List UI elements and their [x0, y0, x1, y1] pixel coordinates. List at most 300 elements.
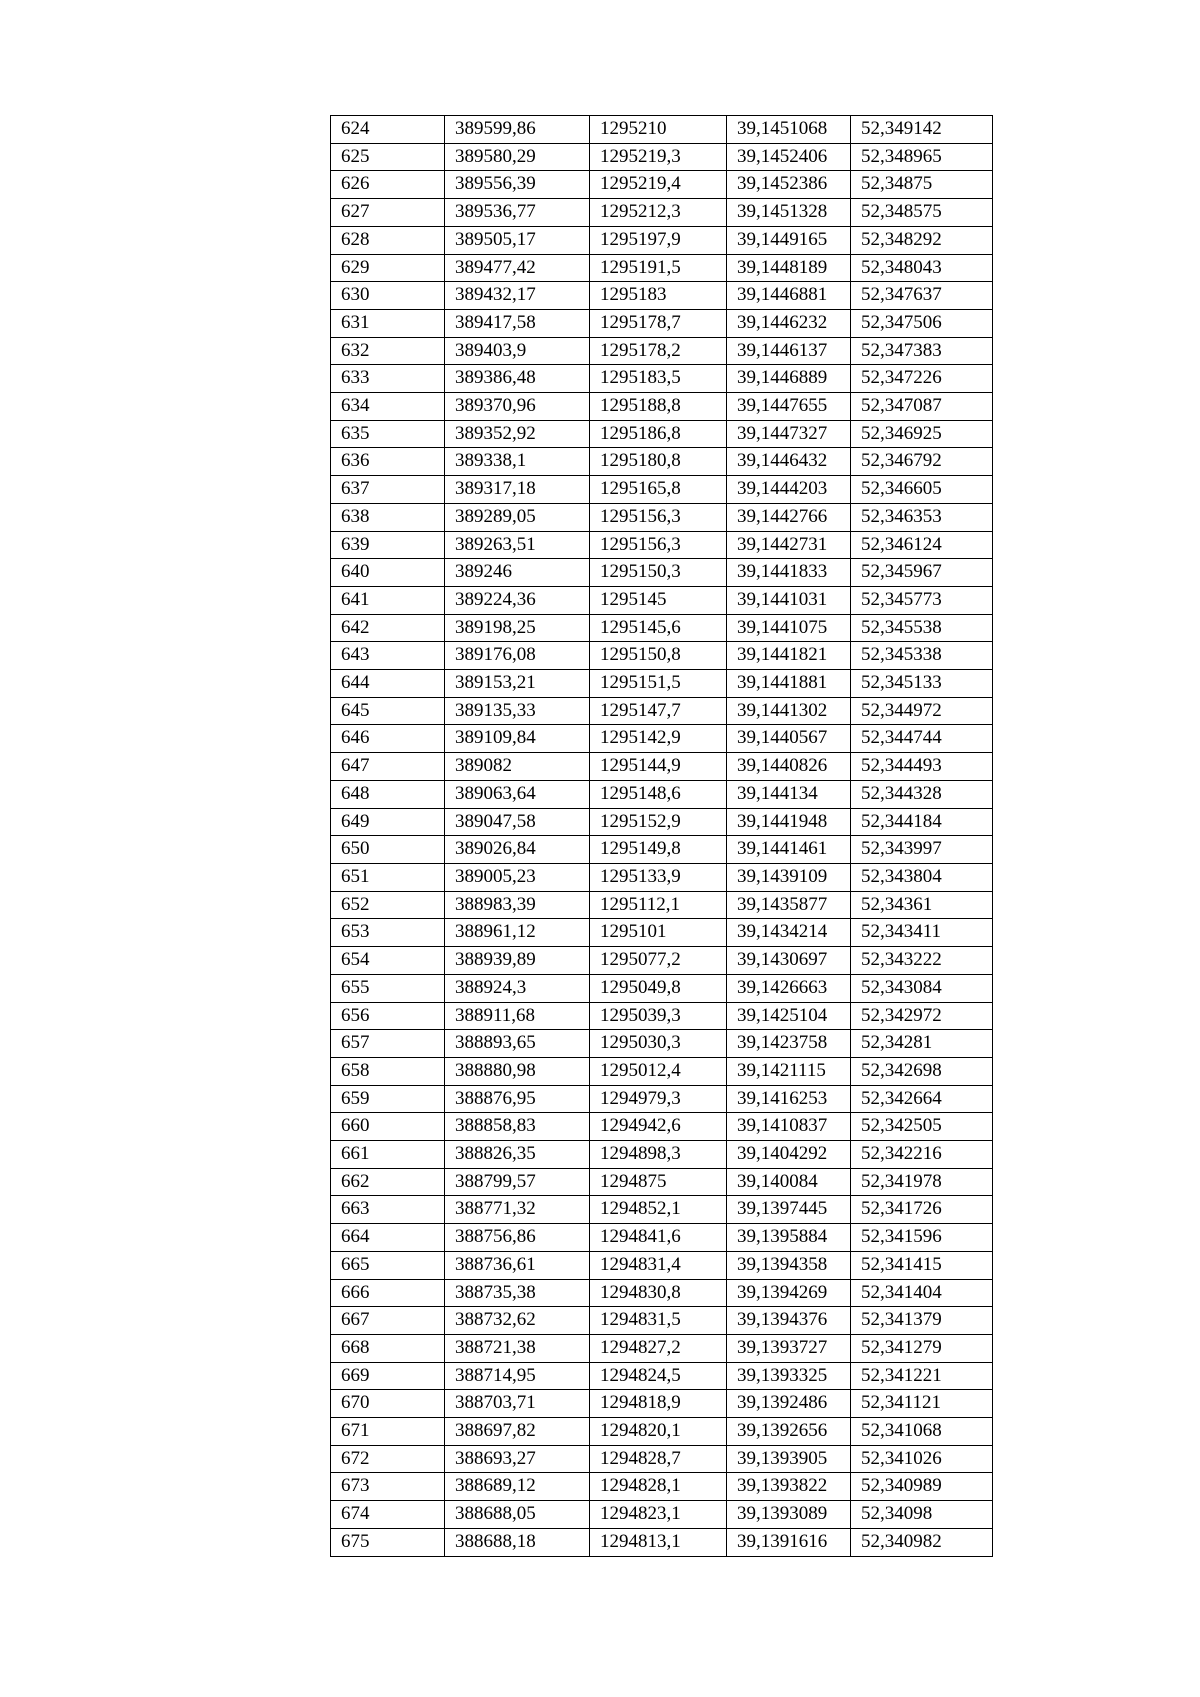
point-number-cell: 643 — [331, 642, 445, 670]
latitude-cell: 52,341221 — [851, 1362, 993, 1390]
x-coordinate-cell: 389580,29 — [445, 143, 590, 171]
table-row — [331, 1362, 993, 1390]
point-number-cell: 666 — [331, 1279, 445, 1307]
y-coordinate-cell: 1295180,8 — [590, 448, 727, 476]
point-number-cell: 625 — [331, 143, 445, 171]
latitude-cell: 52,348965 — [851, 143, 993, 171]
y-coordinate-cell: 1295191,5 — [590, 254, 727, 282]
longitude-cell: 39,1446232 — [727, 309, 851, 337]
x-coordinate-cell: 388688,05 — [445, 1501, 590, 1529]
x-coordinate-cell: 389417,58 — [445, 309, 590, 337]
point-number-cell: 633 — [331, 365, 445, 393]
longitude-cell: 39,1439109 — [727, 863, 851, 891]
point-number-cell: 646 — [331, 725, 445, 753]
y-coordinate-cell: 1295178,2 — [590, 337, 727, 365]
point-number-cell: 650 — [331, 836, 445, 864]
latitude-cell: 52,345133 — [851, 670, 993, 698]
y-coordinate-cell: 1294979,3 — [590, 1085, 727, 1113]
point-number-cell: 649 — [331, 808, 445, 836]
point-number-cell: 653 — [331, 919, 445, 947]
table-row — [331, 143, 993, 171]
point-number-cell: 664 — [331, 1224, 445, 1252]
latitude-cell: 52,341726 — [851, 1196, 993, 1224]
longitude-cell: 39,1435877 — [727, 891, 851, 919]
point-number-cell: 637 — [331, 476, 445, 504]
latitude-cell: 52,346792 — [851, 448, 993, 476]
latitude-cell: 52,345773 — [851, 586, 993, 614]
y-coordinate-cell: 1294830,8 — [590, 1279, 727, 1307]
longitude-cell: 39,1410837 — [727, 1113, 851, 1141]
x-coordinate-cell: 388876,95 — [445, 1085, 590, 1113]
longitude-cell: 39,1442731 — [727, 531, 851, 559]
latitude-cell: 52,342972 — [851, 1002, 993, 1030]
table-row — [331, 974, 993, 1002]
table-row — [331, 1002, 993, 1030]
y-coordinate-cell: 1295145,6 — [590, 614, 727, 642]
y-coordinate-cell: 1294828,1 — [590, 1473, 727, 1501]
table-row — [331, 836, 993, 864]
latitude-cell: 52,348292 — [851, 226, 993, 254]
x-coordinate-cell: 389224,36 — [445, 586, 590, 614]
point-number-cell: 644 — [331, 670, 445, 698]
x-coordinate-cell: 388771,32 — [445, 1196, 590, 1224]
point-number-cell: 658 — [331, 1057, 445, 1085]
latitude-cell: 52,341404 — [851, 1279, 993, 1307]
table-row — [331, 697, 993, 725]
table-row — [331, 199, 993, 227]
x-coordinate-cell: 388736,61 — [445, 1251, 590, 1279]
y-coordinate-cell: 1294813,1 — [590, 1528, 727, 1556]
latitude-cell: 52,343804 — [851, 863, 993, 891]
longitude-cell: 39,1440826 — [727, 753, 851, 781]
point-number-cell: 654 — [331, 947, 445, 975]
y-coordinate-cell: 1294823,1 — [590, 1501, 727, 1529]
longitude-cell: 39,1441881 — [727, 670, 851, 698]
latitude-cell: 52,343084 — [851, 974, 993, 1002]
y-coordinate-cell: 1295188,8 — [590, 393, 727, 421]
y-coordinate-cell: 1294852,1 — [590, 1196, 727, 1224]
x-coordinate-cell: 389289,05 — [445, 503, 590, 531]
longitude-cell: 39,1393822 — [727, 1473, 851, 1501]
longitude-cell: 39,144134 — [727, 780, 851, 808]
y-coordinate-cell: 1295219,4 — [590, 171, 727, 199]
x-coordinate-cell: 388732,62 — [445, 1307, 590, 1335]
table-row — [331, 780, 993, 808]
point-number-cell: 641 — [331, 586, 445, 614]
longitude-cell: 39,1441302 — [727, 697, 851, 725]
longitude-cell: 39,1430697 — [727, 947, 851, 975]
x-coordinate-cell: 389338,1 — [445, 448, 590, 476]
point-number-cell: 638 — [331, 503, 445, 531]
table-row — [331, 1528, 993, 1556]
x-coordinate-cell: 389599,86 — [445, 116, 590, 144]
point-number-cell: 639 — [331, 531, 445, 559]
latitude-cell: 52,344972 — [851, 697, 993, 725]
y-coordinate-cell: 1295178,7 — [590, 309, 727, 337]
longitude-cell: 39,1416253 — [727, 1085, 851, 1113]
y-coordinate-cell: 1295150,3 — [590, 559, 727, 587]
longitude-cell: 39,1404292 — [727, 1141, 851, 1169]
latitude-cell: 52,342698 — [851, 1057, 993, 1085]
x-coordinate-cell: 388693,27 — [445, 1445, 590, 1473]
longitude-cell: 39,1440567 — [727, 725, 851, 753]
point-number-cell: 655 — [331, 974, 445, 1002]
latitude-cell: 52,348575 — [851, 199, 993, 227]
y-coordinate-cell: 1295151,5 — [590, 670, 727, 698]
point-number-cell: 660 — [331, 1113, 445, 1141]
y-coordinate-cell: 1294820,1 — [590, 1418, 727, 1446]
table-row — [331, 891, 993, 919]
point-number-cell: 636 — [331, 448, 445, 476]
x-coordinate-cell: 389386,48 — [445, 365, 590, 393]
point-number-cell: 634 — [331, 393, 445, 421]
longitude-cell: 39,1421115 — [727, 1057, 851, 1085]
x-coordinate-cell: 388689,12 — [445, 1473, 590, 1501]
latitude-cell: 52,341279 — [851, 1334, 993, 1362]
point-number-cell: 672 — [331, 1445, 445, 1473]
point-number-cell: 670 — [331, 1390, 445, 1418]
y-coordinate-cell: 1295133,9 — [590, 863, 727, 891]
table-row — [331, 1168, 993, 1196]
point-number-cell: 635 — [331, 420, 445, 448]
table-row — [331, 1334, 993, 1362]
x-coordinate-cell: 389263,51 — [445, 531, 590, 559]
table-row — [331, 1279, 993, 1307]
point-number-cell: 630 — [331, 282, 445, 310]
longitude-cell: 39,1425104 — [727, 1002, 851, 1030]
x-coordinate-cell: 388735,38 — [445, 1279, 590, 1307]
point-number-cell: 651 — [331, 863, 445, 891]
point-number-cell: 669 — [331, 1362, 445, 1390]
longitude-cell: 39,1444203 — [727, 476, 851, 504]
table-row — [331, 1390, 993, 1418]
latitude-cell: 52,346605 — [851, 476, 993, 504]
latitude-cell: 52,34281 — [851, 1030, 993, 1058]
latitude-cell: 52,340982 — [851, 1528, 993, 1556]
point-number-cell: 663 — [331, 1196, 445, 1224]
latitude-cell: 52,341121 — [851, 1390, 993, 1418]
y-coordinate-cell: 1295049,8 — [590, 974, 727, 1002]
table-row — [331, 1141, 993, 1169]
longitude-cell: 39,1446432 — [727, 448, 851, 476]
x-coordinate-cell: 388961,12 — [445, 919, 590, 947]
latitude-cell: 52,347383 — [851, 337, 993, 365]
longitude-cell: 39,1391616 — [727, 1528, 851, 1556]
x-coordinate-cell: 388893,65 — [445, 1030, 590, 1058]
longitude-cell: 39,1446137 — [727, 337, 851, 365]
x-coordinate-cell: 388756,86 — [445, 1224, 590, 1252]
longitude-cell: 39,1392486 — [727, 1390, 851, 1418]
point-number-cell: 667 — [331, 1307, 445, 1335]
point-number-cell: 652 — [331, 891, 445, 919]
point-number-cell: 624 — [331, 116, 445, 144]
table-row — [331, 1473, 993, 1501]
x-coordinate-cell: 389063,64 — [445, 780, 590, 808]
latitude-cell: 52,346925 — [851, 420, 993, 448]
x-coordinate-cell: 388799,57 — [445, 1168, 590, 1196]
table-row — [331, 1501, 993, 1529]
y-coordinate-cell: 1294942,6 — [590, 1113, 727, 1141]
x-coordinate-cell: 389047,58 — [445, 808, 590, 836]
table-row — [331, 448, 993, 476]
latitude-cell: 52,340989 — [851, 1473, 993, 1501]
x-coordinate-cell: 389536,77 — [445, 199, 590, 227]
longitude-cell: 39,1441948 — [727, 808, 851, 836]
point-number-cell: 645 — [331, 697, 445, 725]
table-row — [331, 947, 993, 975]
longitude-cell: 39,1441031 — [727, 586, 851, 614]
longitude-cell: 39,1441461 — [727, 836, 851, 864]
x-coordinate-cell: 389005,23 — [445, 863, 590, 891]
y-coordinate-cell: 1295150,8 — [590, 642, 727, 670]
x-coordinate-cell: 389505,17 — [445, 226, 590, 254]
y-coordinate-cell: 1294828,7 — [590, 1445, 727, 1473]
latitude-cell: 52,341068 — [851, 1418, 993, 1446]
point-number-cell: 626 — [331, 171, 445, 199]
table-row — [331, 476, 993, 504]
x-coordinate-cell: 389556,39 — [445, 171, 590, 199]
x-coordinate-cell: 388924,3 — [445, 974, 590, 1002]
latitude-cell: 52,34361 — [851, 891, 993, 919]
point-number-cell: 632 — [331, 337, 445, 365]
x-coordinate-cell: 389109,84 — [445, 725, 590, 753]
table-row — [331, 1196, 993, 1224]
y-coordinate-cell: 1295077,2 — [590, 947, 727, 975]
table-row — [331, 1085, 993, 1113]
x-coordinate-cell: 388714,95 — [445, 1362, 590, 1390]
latitude-cell: 52,345338 — [851, 642, 993, 670]
table-row — [331, 586, 993, 614]
point-number-cell: 642 — [331, 614, 445, 642]
latitude-cell: 52,342664 — [851, 1085, 993, 1113]
longitude-cell: 39,1434214 — [727, 919, 851, 947]
longitude-cell: 39,1394376 — [727, 1307, 851, 1335]
latitude-cell: 52,344493 — [851, 753, 993, 781]
table-row — [331, 1030, 993, 1058]
x-coordinate-cell: 389135,33 — [445, 697, 590, 725]
point-number-cell: 640 — [331, 559, 445, 587]
latitude-cell: 52,341026 — [851, 1445, 993, 1473]
y-coordinate-cell: 1295145 — [590, 586, 727, 614]
longitude-cell: 39,1423758 — [727, 1030, 851, 1058]
table-row — [331, 393, 993, 421]
x-coordinate-cell: 388703,71 — [445, 1390, 590, 1418]
longitude-cell: 39,1397445 — [727, 1196, 851, 1224]
y-coordinate-cell: 1295012,4 — [590, 1057, 727, 1085]
x-coordinate-cell: 388983,39 — [445, 891, 590, 919]
point-number-cell: 671 — [331, 1418, 445, 1446]
table-row — [331, 1251, 993, 1279]
table-row — [331, 1057, 993, 1085]
latitude-cell: 52,345538 — [851, 614, 993, 642]
latitude-cell: 52,347087 — [851, 393, 993, 421]
longitude-cell: 39,140084 — [727, 1168, 851, 1196]
point-number-cell: 662 — [331, 1168, 445, 1196]
latitude-cell: 52,341415 — [851, 1251, 993, 1279]
point-number-cell: 675 — [331, 1528, 445, 1556]
y-coordinate-cell: 1294831,5 — [590, 1307, 727, 1335]
y-coordinate-cell: 1295144,9 — [590, 753, 727, 781]
x-coordinate-cell: 388858,83 — [445, 1113, 590, 1141]
y-coordinate-cell: 1295147,7 — [590, 697, 727, 725]
point-number-cell: 659 — [331, 1085, 445, 1113]
point-number-cell: 674 — [331, 1501, 445, 1529]
table-row — [331, 226, 993, 254]
y-coordinate-cell: 1294827,2 — [590, 1334, 727, 1362]
point-number-cell: 648 — [331, 780, 445, 808]
y-coordinate-cell: 1294841,6 — [590, 1224, 727, 1252]
table-row — [331, 725, 993, 753]
y-coordinate-cell: 1294824,5 — [590, 1362, 727, 1390]
latitude-cell: 52,344328 — [851, 780, 993, 808]
longitude-cell: 39,1393727 — [727, 1334, 851, 1362]
x-coordinate-cell: 389198,25 — [445, 614, 590, 642]
y-coordinate-cell: 1294831,4 — [590, 1251, 727, 1279]
latitude-cell: 52,348043 — [851, 254, 993, 282]
longitude-cell: 39,1451328 — [727, 199, 851, 227]
y-coordinate-cell: 1295039,3 — [590, 1002, 727, 1030]
y-coordinate-cell: 1295183 — [590, 282, 727, 310]
x-coordinate-cell: 388911,68 — [445, 1002, 590, 1030]
table-row — [331, 919, 993, 947]
x-coordinate-cell: 389403,9 — [445, 337, 590, 365]
longitude-cell: 39,1441075 — [727, 614, 851, 642]
table-row — [331, 116, 993, 144]
y-coordinate-cell: 1295101 — [590, 919, 727, 947]
x-coordinate-cell: 389317,18 — [445, 476, 590, 504]
y-coordinate-cell: 1295148,6 — [590, 780, 727, 808]
table-row — [331, 1445, 993, 1473]
y-coordinate-cell: 1295149,8 — [590, 836, 727, 864]
latitude-cell: 52,346124 — [851, 531, 993, 559]
y-coordinate-cell: 1295183,5 — [590, 365, 727, 393]
y-coordinate-cell: 1295030,3 — [590, 1030, 727, 1058]
longitude-cell: 39,1393089 — [727, 1501, 851, 1529]
x-coordinate-cell: 388697,82 — [445, 1418, 590, 1446]
coordinates-table — [330, 115, 993, 1557]
longitude-cell: 39,1392656 — [727, 1418, 851, 1446]
point-number-cell: 661 — [331, 1141, 445, 1169]
table-row — [331, 559, 993, 587]
y-coordinate-cell: 1295219,3 — [590, 143, 727, 171]
table-row — [331, 503, 993, 531]
x-coordinate-cell: 389082 — [445, 753, 590, 781]
longitude-cell: 39,1441821 — [727, 642, 851, 670]
table-row — [331, 171, 993, 199]
point-number-cell: 631 — [331, 309, 445, 337]
latitude-cell: 52,342216 — [851, 1141, 993, 1169]
y-coordinate-cell: 1295165,8 — [590, 476, 727, 504]
longitude-cell: 39,1394358 — [727, 1251, 851, 1279]
latitude-cell: 52,347506 — [851, 309, 993, 337]
table-row — [331, 614, 993, 642]
longitude-cell: 39,1452406 — [727, 143, 851, 171]
longitude-cell: 39,1442766 — [727, 503, 851, 531]
y-coordinate-cell: 1295112,1 — [590, 891, 727, 919]
table-row — [331, 420, 993, 448]
x-coordinate-cell: 389352,92 — [445, 420, 590, 448]
y-coordinate-cell: 1294818,9 — [590, 1390, 727, 1418]
x-coordinate-cell: 389176,08 — [445, 642, 590, 670]
table-row — [331, 753, 993, 781]
table-row — [331, 642, 993, 670]
y-coordinate-cell: 1295156,3 — [590, 503, 727, 531]
table-row — [331, 1224, 993, 1252]
latitude-cell: 52,343997 — [851, 836, 993, 864]
table-row — [331, 670, 993, 698]
y-coordinate-cell: 1294898,3 — [590, 1141, 727, 1169]
latitude-cell: 52,343222 — [851, 947, 993, 975]
point-number-cell: 647 — [331, 753, 445, 781]
table-row — [331, 531, 993, 559]
latitude-cell: 52,34875 — [851, 171, 993, 199]
latitude-cell: 52,341978 — [851, 1168, 993, 1196]
y-coordinate-cell: 1295210 — [590, 116, 727, 144]
y-coordinate-cell: 1295212,3 — [590, 199, 727, 227]
longitude-cell: 39,1395884 — [727, 1224, 851, 1252]
latitude-cell: 52,347226 — [851, 365, 993, 393]
table-row — [331, 1307, 993, 1335]
table-row — [331, 282, 993, 310]
table-row — [331, 1113, 993, 1141]
table-row — [331, 1418, 993, 1446]
x-coordinate-cell: 388939,89 — [445, 947, 590, 975]
x-coordinate-cell: 388826,35 — [445, 1141, 590, 1169]
point-number-cell: 673 — [331, 1473, 445, 1501]
longitude-cell: 39,1446881 — [727, 282, 851, 310]
longitude-cell: 39,1426663 — [727, 974, 851, 1002]
y-coordinate-cell: 1294875 — [590, 1168, 727, 1196]
x-coordinate-cell: 389153,21 — [445, 670, 590, 698]
y-coordinate-cell: 1295142,9 — [590, 725, 727, 753]
longitude-cell: 39,1451068 — [727, 116, 851, 144]
y-coordinate-cell: 1295186,8 — [590, 420, 727, 448]
point-number-cell: 627 — [331, 199, 445, 227]
table-row — [331, 808, 993, 836]
y-coordinate-cell: 1295156,3 — [590, 531, 727, 559]
longitude-cell: 39,1393325 — [727, 1362, 851, 1390]
latitude-cell: 52,349142 — [851, 116, 993, 144]
latitude-cell: 52,347637 — [851, 282, 993, 310]
latitude-cell: 52,344184 — [851, 808, 993, 836]
table-row — [331, 254, 993, 282]
x-coordinate-cell: 389026,84 — [445, 836, 590, 864]
latitude-cell: 52,345967 — [851, 559, 993, 587]
x-coordinate-cell: 388880,98 — [445, 1057, 590, 1085]
point-number-cell: 656 — [331, 1002, 445, 1030]
longitude-cell: 39,1447327 — [727, 420, 851, 448]
y-coordinate-cell: 1295197,9 — [590, 226, 727, 254]
point-number-cell: 628 — [331, 226, 445, 254]
point-number-cell: 668 — [331, 1334, 445, 1362]
x-coordinate-cell: 389432,17 — [445, 282, 590, 310]
x-coordinate-cell: 388721,38 — [445, 1334, 590, 1362]
point-number-cell: 665 — [331, 1251, 445, 1279]
table-row — [331, 309, 993, 337]
latitude-cell: 52,342505 — [851, 1113, 993, 1141]
table-row — [331, 337, 993, 365]
latitude-cell: 52,346353 — [851, 503, 993, 531]
x-coordinate-cell: 389246 — [445, 559, 590, 587]
x-coordinate-cell: 389477,42 — [445, 254, 590, 282]
latitude-cell: 52,341596 — [851, 1224, 993, 1252]
y-coordinate-cell: 1295152,9 — [590, 808, 727, 836]
table-row — [331, 365, 993, 393]
point-number-cell: 657 — [331, 1030, 445, 1058]
longitude-cell: 39,1441833 — [727, 559, 851, 587]
longitude-cell: 39,1452386 — [727, 171, 851, 199]
longitude-cell: 39,1447655 — [727, 393, 851, 421]
